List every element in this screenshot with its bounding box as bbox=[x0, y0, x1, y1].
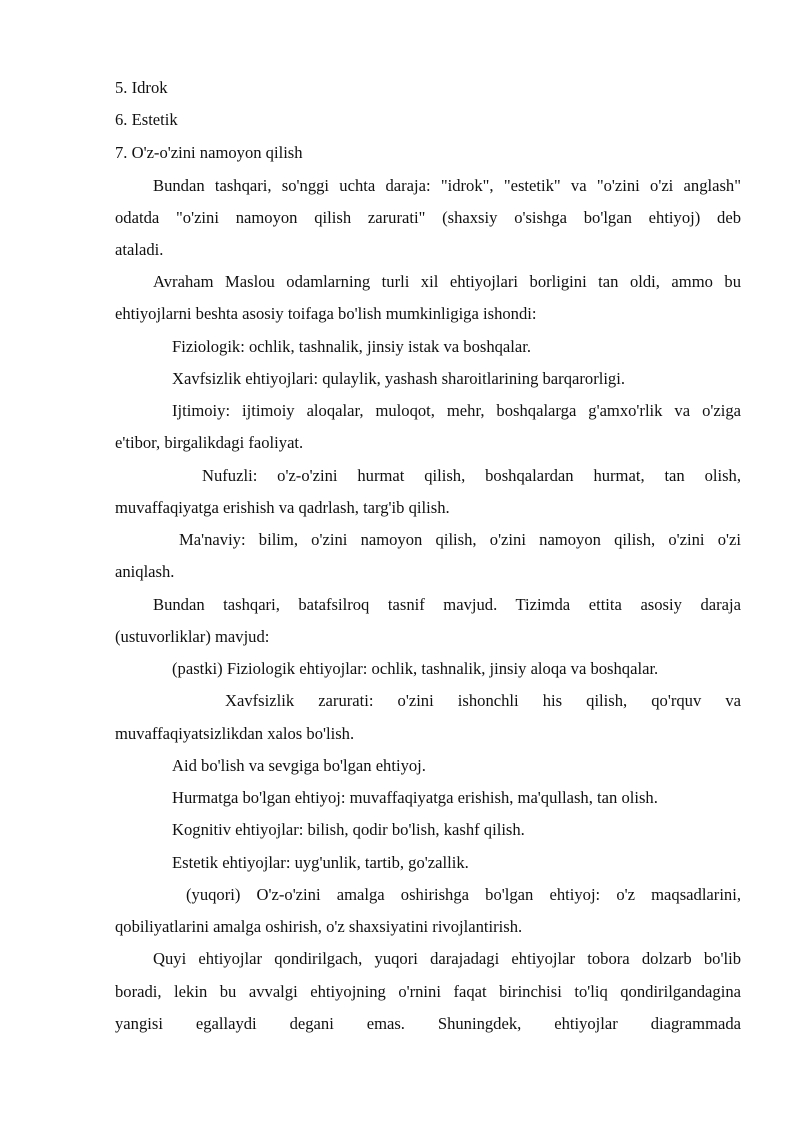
level-item: Xavfsizlik zarurati: o'zini ishonchli his qilish, qo'rquv va bbox=[225, 691, 741, 710]
level-item: (pastki) Fiziologik ehtiyojlar: ochlik, tashnalik, jinsiy aloqa va boshqalar. bbox=[172, 659, 659, 678]
paragraph-line: Avraham Maslou odamlarning turli xil ehtiyojlari borligini tan oldi, ammo bu bbox=[153, 272, 741, 291]
category-item-continued: e'tibor, birgalikdagi faoliyat. bbox=[115, 433, 304, 452]
list-item-estetik: 6. Estetik bbox=[115, 110, 178, 129]
paragraph-line: Bundan tashqari, so'nggi uchta daraja: "idrok", "estetik" va "o'zini o'zi anglash" bbox=[153, 176, 741, 195]
list-item-self-actualization: 7. O'z-o'zini namoyon qilish bbox=[115, 143, 303, 162]
paragraph-line: boradi, lekin bu avvalgi ehtiyojning o'rnini faqat birinchisi to'liq qondirilgandagina bbox=[115, 982, 741, 1001]
category-item: Xavfsizlik ehtiyojlari: qulaylik, yashash sharoitlarining barqarorligi. bbox=[172, 369, 625, 388]
list-item-idrok: 5. Idrok bbox=[115, 78, 168, 97]
paragraph-line: odatda "o'zini namoyon qilish zarurati" (shaxsiy o'sishga bo'lgan ehtiyoj) deb bbox=[115, 208, 741, 227]
paragraph-line: (ustuvorliklar) mavjud: bbox=[115, 627, 270, 646]
category-item: Ma'naviy: bilim, o'zini namoyon qilish, o'zini namoyon qilish, o'zini o'zi bbox=[179, 530, 741, 549]
category-item: Fiziologik: ochlik, tashnalik, jinsiy istak va boshqalar. bbox=[172, 337, 532, 356]
level-item-continued: qobiliyatlarini amalga oshirish, o'z shaxsiyatini rivojlantirish. bbox=[115, 917, 523, 936]
category-item-continued: aniqlash. bbox=[115, 562, 175, 581]
category-item: Ijtimoiy: ijtimoiy aloqalar, muloqot, mehr, boshqalarga g'amxo'rlik va o'ziga bbox=[172, 401, 741, 420]
paragraph-line: yangisi egallaydi degani emas. Shuningdek, ehtiyojlar diagrammada bbox=[115, 1014, 741, 1033]
level-item: Kognitiv ehtiyojlar: bilish, qodir bo'lish, kashf qilish. bbox=[172, 820, 525, 839]
paragraph-line: ataladi. bbox=[115, 240, 164, 259]
level-item: Hurmatga bo'lgan ehtiyoj: muvaffaqiyatga erishish, ma'qullash, tan olish. bbox=[172, 788, 658, 807]
category-item: Nufuzli: o'z-o'zini hurmat qilish, boshqalardan hurmat, tan olish, bbox=[202, 466, 741, 485]
paragraph-line: ehtiyojlarni beshta asosiy toifaga bo'lish mumkinligiga ishondi: bbox=[115, 304, 537, 323]
level-item-continued: muvaffaqiyatsizlikdan xalos bo'lish. bbox=[115, 724, 355, 743]
level-item: (yuqori) O'z-o'zini amalga oshirishga bo'lgan ehtiyoj: o'z maqsadlarini, bbox=[186, 885, 741, 904]
paragraph-line: Quyi ehtiyojlar qondirilgach, yuqori darajadagi ehtiyojlar tobora dolzarb bo'lib bbox=[153, 949, 741, 968]
level-item: Estetik ehtiyojlar: uyg'unlik, tartib, go'zallik. bbox=[172, 853, 469, 872]
level-item: Aid bo'lish va sevgiga bo'lgan ehtiyoj. bbox=[172, 756, 426, 775]
paragraph-line: Bundan tashqari, batafsilroq tasnif mavjud. Tizimda ettita asosiy daraja bbox=[153, 595, 741, 614]
category-item-continued: muvaffaqiyatga erishish va qadrlash, targ'ib qilish. bbox=[115, 498, 450, 517]
